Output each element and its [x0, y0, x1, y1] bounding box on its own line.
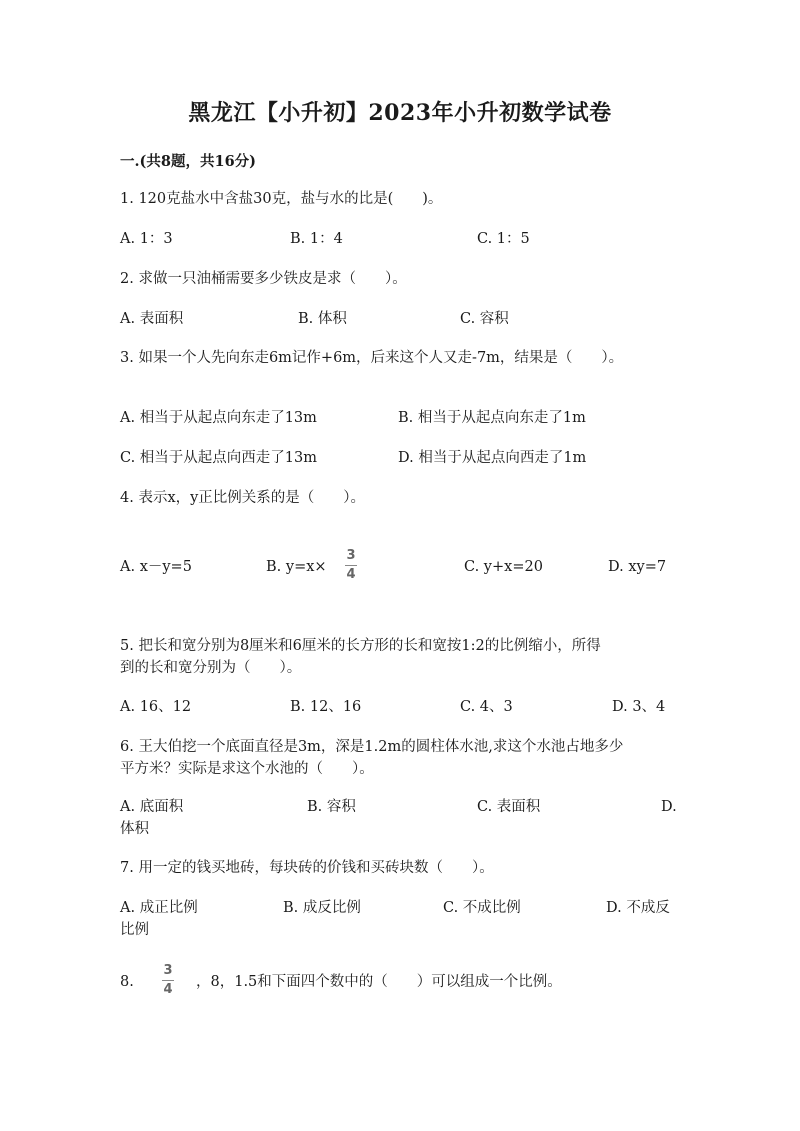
q5-option-d[interactable]: D. 3、4	[612, 699, 666, 715]
q7-option-c[interactable]: C. 不成比例	[443, 900, 521, 916]
q6-option-d-wrap[interactable]: 体积	[120, 821, 149, 837]
fraction-bar	[345, 565, 357, 566]
q7-option-d[interactable]: D. 不成反	[606, 900, 670, 916]
q4-fraction-denominator: 4	[346, 567, 356, 582]
q4-fraction-numerator: 3	[346, 548, 356, 563]
q7-option-d-wrap[interactable]: 比例	[120, 922, 149, 938]
section-heading: 一.(共8题，共16分)	[120, 153, 257, 170]
q1-option-a[interactable]: A. 1：3	[120, 231, 173, 247]
q6-option-d[interactable]: D.	[661, 799, 677, 815]
question-2: 2. 求做一只油桶需要多少铁皮是求（ ）。	[120, 271, 407, 287]
q3-option-d[interactable]: D. 相当于从起点向西走了1m	[398, 450, 587, 466]
fraction-bar	[162, 980, 174, 981]
q3-option-b[interactable]: B. 相当于从起点向东走了1m	[398, 410, 586, 426]
q4-fraction	[345, 549, 357, 582]
q8-fraction	[162, 964, 174, 997]
q4-option-a[interactable]: A. x－y=5	[120, 559, 192, 575]
q5-option-c[interactable]: C. 4、3	[460, 699, 513, 715]
q3-option-c[interactable]: C. 相当于从起点向西走了13m	[120, 450, 317, 466]
question-1: 1. 120克盐水中含盐30克，盐与水的比是( )。	[120, 191, 443, 207]
question-8-text: ，8，1.5和下面四个数中的（ ）可以组成一个比例。	[196, 974, 562, 990]
q2-option-b[interactable]: B. 体积	[298, 311, 347, 327]
question-6-line-1: 6. 王大伯挖一个底面直径是3m，深是1.2m的圆柱体水池,求这个水池占地多少	[120, 739, 624, 755]
q7-option-b[interactable]: B. 成反比例	[283, 900, 361, 916]
question-5-line-2: 到的长和宽分别为（ ）。	[120, 660, 302, 676]
question-5-line-1: 5. 把长和宽分别为8厘米和6厘米的长方形的长和宽按1:2的比例缩小，所得	[120, 638, 601, 654]
q8-fraction-denominator: 4	[163, 982, 173, 997]
q1-option-b[interactable]: B. 1：4	[290, 231, 343, 247]
q2-option-a[interactable]: A. 表面积	[120, 311, 184, 327]
q6-option-a[interactable]: A. 底面积	[120, 799, 184, 815]
q5-option-a[interactable]: A. 16、12	[120, 699, 192, 715]
q6-option-c[interactable]: C. 表面积	[477, 799, 541, 815]
q6-option-b[interactable]: B. 容积	[307, 799, 356, 815]
q8-fraction-numerator: 3	[163, 963, 173, 978]
q1-option-c[interactable]: C. 1：5	[477, 231, 530, 247]
q3-option-a[interactable]: A. 相当于从起点向东走了13m	[120, 410, 317, 426]
page-title: 黑龙江【小升初】2023年小升初数学试卷	[188, 100, 612, 126]
q2-option-c[interactable]: C. 容积	[460, 311, 509, 327]
question-6-line-2: 平方米？实际是求这个水池的（ ）。	[120, 761, 374, 777]
question-7: 7. 用一定的钱买地砖，每块砖的价钱和买砖块数（ ）。	[120, 860, 494, 876]
q7-option-a[interactable]: A. 成正比例	[120, 900, 198, 916]
question-3: 3. 如果一个人先向东走6m记作+6m，后来这个人又走-7m，结果是（ ）。	[120, 350, 624, 366]
question-8-number: 8.	[120, 974, 134, 990]
q4-option-d[interactable]: D. xy=7	[608, 559, 667, 575]
question-4: 4. 表示x，y正比例关系的是（ ）。	[120, 490, 366, 506]
q5-option-b[interactable]: B. 12、16	[290, 699, 362, 715]
q4-option-b[interactable]: B. y=x×	[266, 559, 327, 575]
q4-option-c[interactable]: C. y+x=20	[464, 559, 543, 575]
